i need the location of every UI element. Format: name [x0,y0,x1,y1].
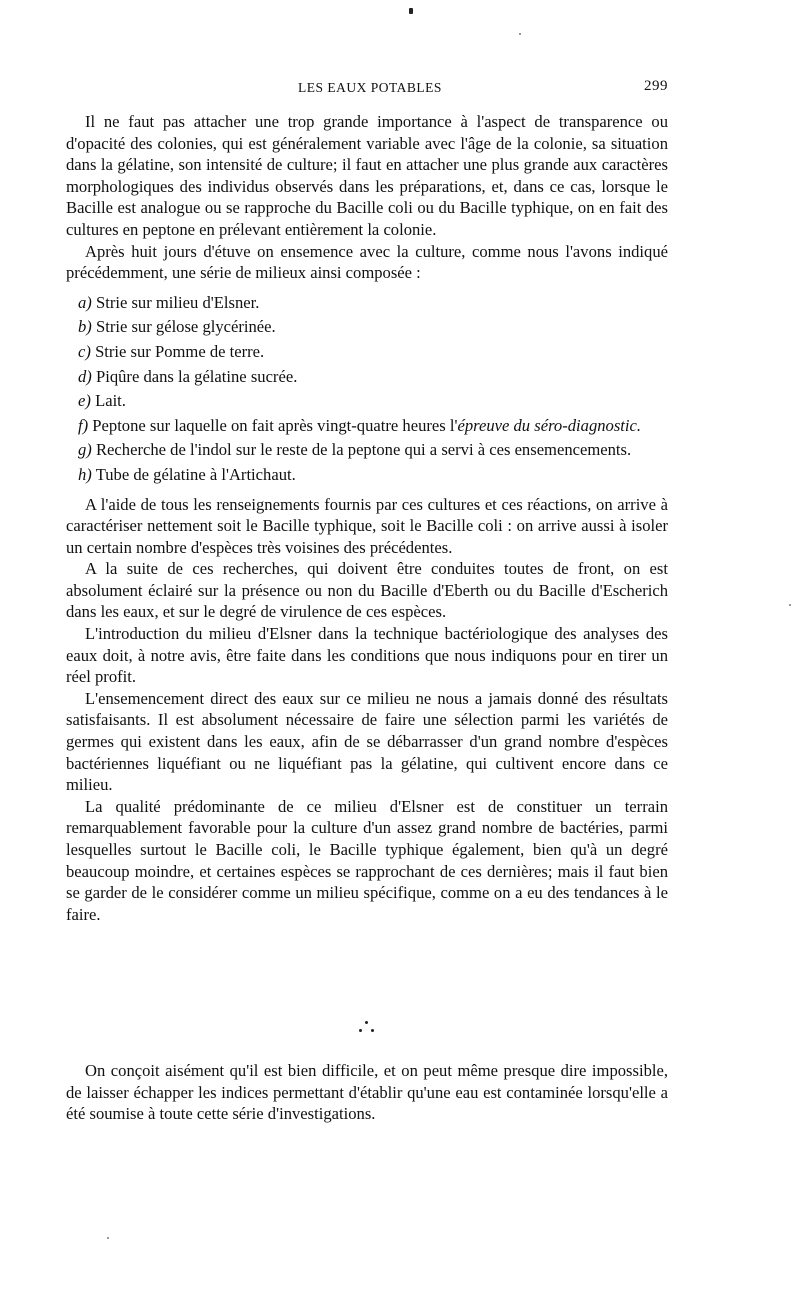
paragraph: A la suite de ces recherches, qui doivent être conduites toutes de front, on est absolument éclairé sur la présence ou non du Bacille d'Eberth ou du Bacille d'Escherich dans les eaux, et sur le degré de virulence de ces espèces. [66,559,668,622]
asterism-dot [365,1021,368,1024]
list-item: c) Strie sur Pomme de terre. [78,341,265,361]
list-item: a) Strie sur milieu d'Elsner. [78,292,260,312]
paper-speck [107,1237,109,1239]
paragraph: Après huit jours d'étuve on ensemence avec la culture, comme nous l'avons indiqué précédemment, une série de milieux ainsi composée : [66,241,668,283]
asterism-dot [359,1029,362,1032]
asterism-divider [355,1017,379,1037]
list-item: h) Tube de gélatine à l'Artichaut. [78,464,296,484]
list-item: b) Strie sur gélose glycérinée. [78,317,276,337]
page-header [66,76,668,98]
paragraph: Il ne faut pas attacher une trop grande importance à l'aspect de transparence ou d'opacité des colonies, qui est généralement variable avec l'âge de la colonie, sa situation dans la gélatine, son intensité de culture; il faut en attacher une plus grande aux caractères morphologiques des individus observés dans les préparations, et, dans ce cas, lorsque le Bacille est analogue ou se rapproche du Bacille coli ou du Bacille typhique, on en fait des cultures en peptone en prélevant entièrement la colonie. [66,112,668,239]
closing-text [66,1060,668,1125]
paragraph: A l'aide de tous les renseignements fournis par ces cultures et ces réactions, on arrive à caractériser nettement soit le Bacille typhique, soit le Bacille coli : on arrive aussi à isoler un certain nombre d'espèces très voisines des précédentes. [66,494,668,557]
asterism-dot [371,1029,374,1032]
top-ink-mark [409,8,413,14]
running-title: LES EAUX POTABLES [298,80,442,95]
paper-speck [519,33,521,35]
list-item: f) Peptone sur laquelle on fait après vingt-quatre heures l'épreuve du séro-diagnostic. [78,415,642,435]
paragraph: On conçoit aisément qu'il est bien difficile, et on peut même presque dire impossible, de laisser échapper les indices permettant d'établir qu'une eau est contaminée lorsqu'elle a été soumise à toute cette série d'investigations. [66,1061,668,1124]
paragraph: La qualité prédominante de ce milieu d'Elsner est de constituer un terrain remarquablement favorable pour la culture d'un assez grand nombre de bactéries, parmi lesquelles surtout le Bacille coli, le Bacille typhique également, bien qu'à un degré beaucoup moindre, et certaines espèces se rapprochant de ces dernières; mais il faut bien se garder de le considérer comme un milieu spécifique, comme on a eu des tendances à le faire. [66,796,668,924]
paragraph: L'ensemencement direct des eaux sur ce milieu ne nous a jamais donné des résultats satisfaisants. Il est absolument nécessaire de faire une sélection parmi les variétés de germes qui existent dans les eaux, afin de se débarrasser d'un grand nombre d'espèces bactériennes liquéfiant ou ne liquéfiant pas la gélatine, qui cultivent encore dans ce milieu. [66,688,668,795]
list-item: d) Piqûre dans la gélatine sucrée. [78,366,298,386]
list-item: g) Recherche de l'indol sur le reste de la peptone qui a servi à ces ensemencements. [78,440,632,460]
paper-speck [789,604,791,606]
paragraph: L'introduction du milieu d'Elsner dans la technique bactériologique des analyses des eaux doit, à notre avis, être faite dans les conditions que nous indiquons pour en tirer un réel profit. [66,624,668,687]
list-item: e) Lait. [78,391,126,411]
page-number: 299 [644,78,668,94]
main-text [66,111,668,925]
